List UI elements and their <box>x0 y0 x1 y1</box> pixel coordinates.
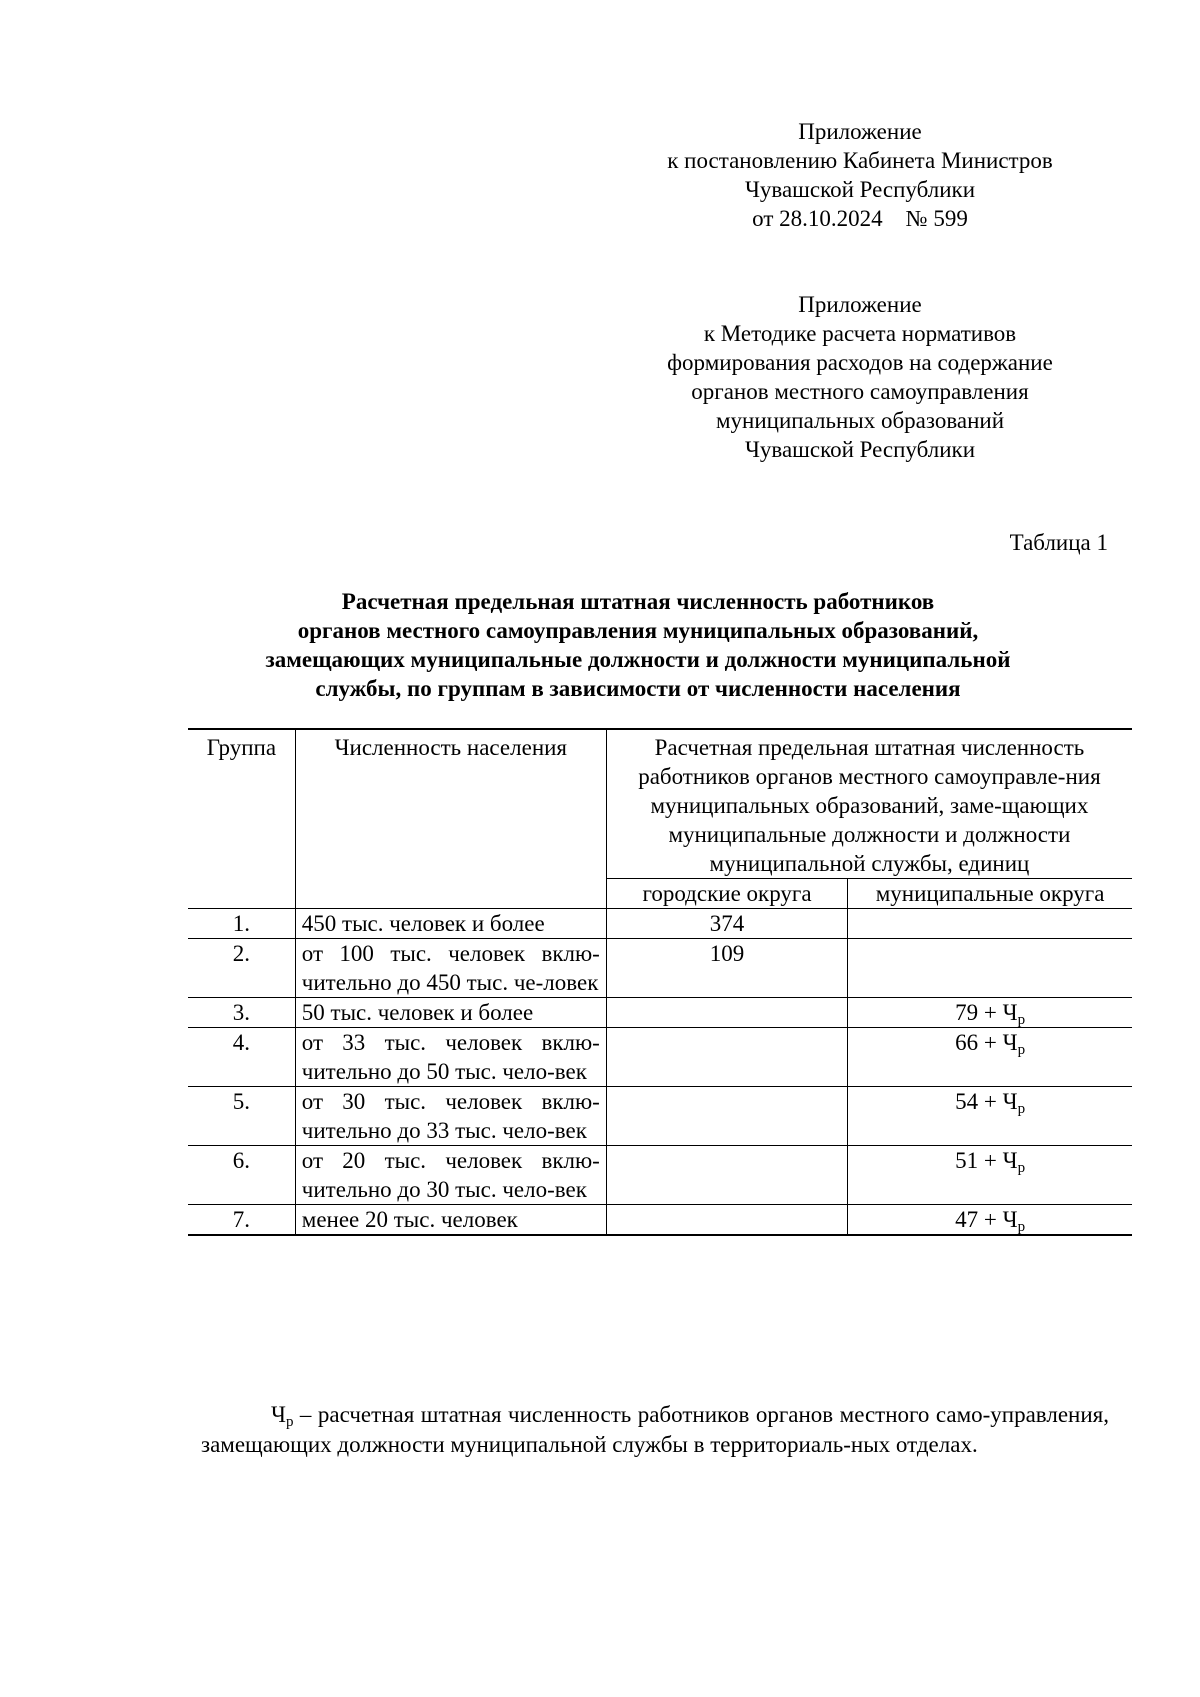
table-row <box>188 939 1132 998</box>
municipal-suffix-subscript: р <box>1017 1101 1026 1117</box>
municipal-suffix: Ч <box>1002 1207 1018 1232</box>
cell-city-districts <box>606 1146 847 1205</box>
municipal-suffix-subscript: р <box>1017 1012 1026 1028</box>
header-group: Группа <box>188 729 295 909</box>
cell-municipal-districts <box>848 1028 1132 1087</box>
cell-group-number: 5. <box>188 1087 295 1146</box>
methodology-appendix-line: муниципальных образований <box>715 408 1005 433</box>
cell-city-districts <box>606 1028 847 1087</box>
municipal-suffix: Ч <box>1002 1089 1018 1114</box>
cell-population: менее 20 тыс. человек <box>295 1205 606 1236</box>
table-row <box>188 1205 1132 1236</box>
header-municipal-districts: муниципальные округа <box>848 879 1132 909</box>
municipal-suffix-subscript: р <box>1017 1160 1026 1176</box>
table-title-line: замещающих муниципальные должности и должности муниципальной <box>265 647 1011 672</box>
cell-group-number: 3. <box>188 998 295 1028</box>
table-title-line: Расчетная предельная штатная численность работников <box>341 589 935 614</box>
municipal-base-value: 51 + <box>955 1148 1003 1173</box>
footnote-symbol: $Ч_р$ <box>271 1402 294 1430</box>
methodology-appendix-line: Приложение <box>798 292 922 317</box>
cell-group-number: 4. <box>188 1028 295 1087</box>
municipal-suffix: Ч <box>1002 1148 1018 1173</box>
decree-appendix-line: Чувашской Республики <box>744 177 976 202</box>
cell-city-districts <box>606 998 847 1028</box>
cell-city-districts <box>606 1087 847 1146</box>
cell-group-number: 2. <box>188 939 295 998</box>
cell-municipal-districts <box>848 939 1132 998</box>
cell-municipal-districts <box>848 909 1132 939</box>
table-number-label: Таблица 1 <box>1009 530 1108 555</box>
table-header-row <box>188 729 1132 879</box>
decree-date-number: от 28.10.2024 № 599 <box>752 206 968 231</box>
methodology-appendix-header <box>640 290 1080 464</box>
cell-group-number: 1. <box>188 909 295 939</box>
cell-population: от 30 тыс. человек вклю-чительно до 33 тыс. чело-век <box>295 1087 606 1146</box>
table-title-line: службы, по группам в зависимости от численности населения <box>315 676 961 701</box>
municipal-base-value: 47 + <box>955 1207 1003 1232</box>
table-row <box>188 998 1132 1028</box>
cell-population: от 100 тыс. человек вклю-чительно до 450 тыс. че-ловек <box>295 939 606 998</box>
methodology-appendix-line: Чувашской Республики <box>744 437 976 462</box>
staff-norm-table <box>188 728 1132 1236</box>
table-row <box>188 1087 1132 1146</box>
municipal-suffix-subscript: р <box>1017 1219 1026 1235</box>
decree-appendix-line: Приложение <box>798 119 922 144</box>
header-population: Численность населения <box>295 729 606 909</box>
municipal-suffix: Ч <box>1002 1030 1018 1055</box>
header-staff-norm: Расчетная предельная штатная численность работников органов местного самоуправле-ния муниципальных образований, заме-щающих муниципальные должности и должности муниципальной службы, единиц <box>606 729 1132 879</box>
cell-municipal-districts <box>848 998 1132 1028</box>
cell-municipal-districts <box>848 1146 1132 1205</box>
cell-group-number: 6. <box>188 1146 295 1205</box>
methodology-appendix-line: к Методике расчета нормативов <box>703 321 1017 346</box>
methodology-appendix-line: органов местного самоуправления <box>691 379 1029 404</box>
cell-municipal-districts <box>848 1087 1132 1146</box>
decree-appendix-header <box>640 117 1080 233</box>
table-row <box>188 909 1132 939</box>
table-title <box>188 587 1088 703</box>
municipal-base-value: 79 + <box>955 1000 1003 1025</box>
footnote <box>201 1400 1109 1460</box>
cell-city-districts: 109 <box>606 939 847 998</box>
municipal-suffix-subscript: р <box>1017 1042 1026 1058</box>
municipal-base-value: 66 + <box>955 1030 1003 1055</box>
municipal-base-value: 54 + <box>955 1089 1003 1114</box>
header-city-districts: городские округа <box>606 879 847 909</box>
municipal-suffix: Ч <box>1002 1000 1018 1025</box>
footnote-text: – расчетная штатная численность работников органов местного само-управления, замещающих должности муниципальной службы в территориаль-ных отделах. <box>201 1402 1109 1457</box>
cell-city-districts: 374 <box>606 909 847 939</box>
table-title-line: органов местного самоуправления муниципальных образований, <box>297 618 979 643</box>
cell-group-number: 7. <box>188 1205 295 1236</box>
table-row <box>188 1028 1132 1087</box>
cell-city-districts <box>606 1205 847 1236</box>
cell-municipal-districts <box>848 1205 1132 1236</box>
cell-population: 50 тыс. человек и более <box>295 998 606 1028</box>
decree-appendix-line: к постановлению Кабинета Министров <box>667 148 1053 173</box>
table-row <box>188 1146 1132 1205</box>
cell-population: от 20 тыс. человек вклю-чительно до 30 тыс. чело-век <box>295 1146 606 1205</box>
cell-population: 450 тыс. человек и более <box>295 909 606 939</box>
methodology-appendix-line: формирования расходов на содержание <box>667 350 1053 375</box>
cell-population: от 33 тыс. человек вклю-чительно до 50 тыс. чело-век <box>295 1028 606 1087</box>
